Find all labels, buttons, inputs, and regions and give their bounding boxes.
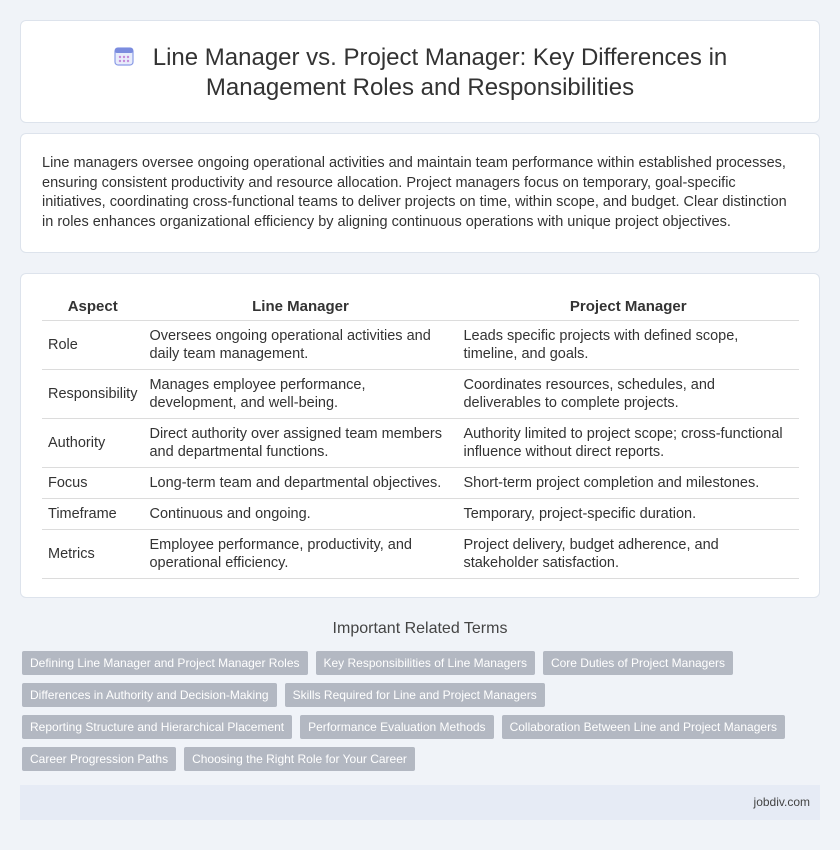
tag-row — [22, 651, 812, 675]
table-row — [42, 498, 799, 529]
cell-aspect: Focus — [42, 467, 143, 498]
related-term-tag[interactable]: Skills Required for Line and Project Managers — [285, 683, 545, 707]
cell-line-manager: Direct authority over assigned team members and departmental functions. — [143, 418, 457, 467]
intro-card — [20, 133, 820, 253]
cell-project-manager: Leads specific projects with defined scope, timeline, and goals. — [457, 320, 799, 369]
related-term-tag[interactable]: Choosing the Right Role for Your Career — [184, 747, 415, 771]
title-card — [20, 20, 820, 123]
tag-row — [22, 747, 812, 771]
table-row — [42, 418, 799, 467]
cell-line-manager: Oversees ongoing operational activities and daily team management. — [143, 320, 457, 369]
related-terms-title: Important Related Terms — [332, 620, 508, 637]
cell-aspect: Timeframe — [42, 498, 143, 529]
cell-project-manager: Authority limited to project scope; cross-functional influence without direct reports. — [457, 418, 799, 467]
cell-aspect: Metrics — [42, 529, 143, 578]
cell-project-manager: Short-term project completion and milestones. — [457, 467, 799, 498]
page-title: Line Manager vs. Project Manager: Key Differences in Management Roles and Responsibilities — [152, 44, 728, 101]
cell-aspect: Responsibility — [42, 369, 143, 418]
cell-project-manager: Project delivery, budget adherence, and stakeholder satisfaction. — [457, 529, 799, 578]
tag-row — [22, 683, 812, 707]
cell-line-manager: Long-term team and departmental objectives. — [143, 467, 457, 498]
comparison-card — [20, 273, 820, 598]
header-project-manager: Project Manager — [457, 294, 799, 320]
cell-line-manager: Continuous and ongoing. — [143, 498, 457, 529]
related-term-tag[interactable]: Core Duties of Project Managers — [543, 651, 733, 675]
related-term-tag[interactable]: Defining Line Manager and Project Manager Roles — [22, 651, 308, 675]
related-term-tag[interactable]: Differences in Authority and Decision-Making — [22, 683, 277, 707]
intro-paragraph: Line managers oversee ongoing operational activities and maintain team performance within established processes, ensuring consistent productivity and resource allocation. Project managers focus on temporary, goal-specific initiatives, coordinating cross-functional teams to deliver projects on time, within scope, and budget. Clear distinction in roles enhances organizational efficiency by aligning continuous operations with unique project objectives. — [42, 155, 787, 230]
page-title-wrap — [21, 43, 819, 103]
related-term-tag[interactable]: Performance Evaluation Methods — [300, 715, 493, 739]
cell-line-manager: Employee performance, productivity, and operational efficiency. — [143, 529, 457, 578]
related-term-tag[interactable]: Reporting Structure and Hierarchical Placement — [22, 715, 292, 739]
related-term-tag[interactable]: Collaboration Between Line and Project Managers — [502, 715, 786, 739]
footer — [20, 785, 820, 820]
related-term-tag[interactable]: Key Responsibilities of Line Managers — [316, 651, 535, 675]
table-row — [42, 529, 799, 578]
related-term-tag[interactable]: Career Progression Paths — [22, 747, 176, 771]
header-aspect: Aspect — [42, 294, 143, 320]
cell-aspect: Role — [42, 320, 143, 369]
cell-project-manager: Temporary, project-specific duration. — [457, 498, 799, 529]
cell-aspect: Authority — [42, 418, 143, 467]
cell-line-manager: Manages employee performance, development, and well-being. — [143, 369, 457, 418]
related-terms-list — [22, 651, 812, 779]
calendar-icon — [113, 45, 135, 67]
table-header-row — [42, 294, 799, 320]
tag-row — [22, 715, 812, 739]
table-row — [42, 467, 799, 498]
footer-site-link[interactable]: jobdiv.com — [753, 795, 810, 809]
table-row — [42, 320, 799, 369]
header-line-manager: Line Manager — [143, 294, 457, 320]
comparison-table — [42, 294, 799, 579]
cell-project-manager: Coordinates resources, schedules, and deliverables to complete projects. — [457, 369, 799, 418]
table-row — [42, 369, 799, 418]
